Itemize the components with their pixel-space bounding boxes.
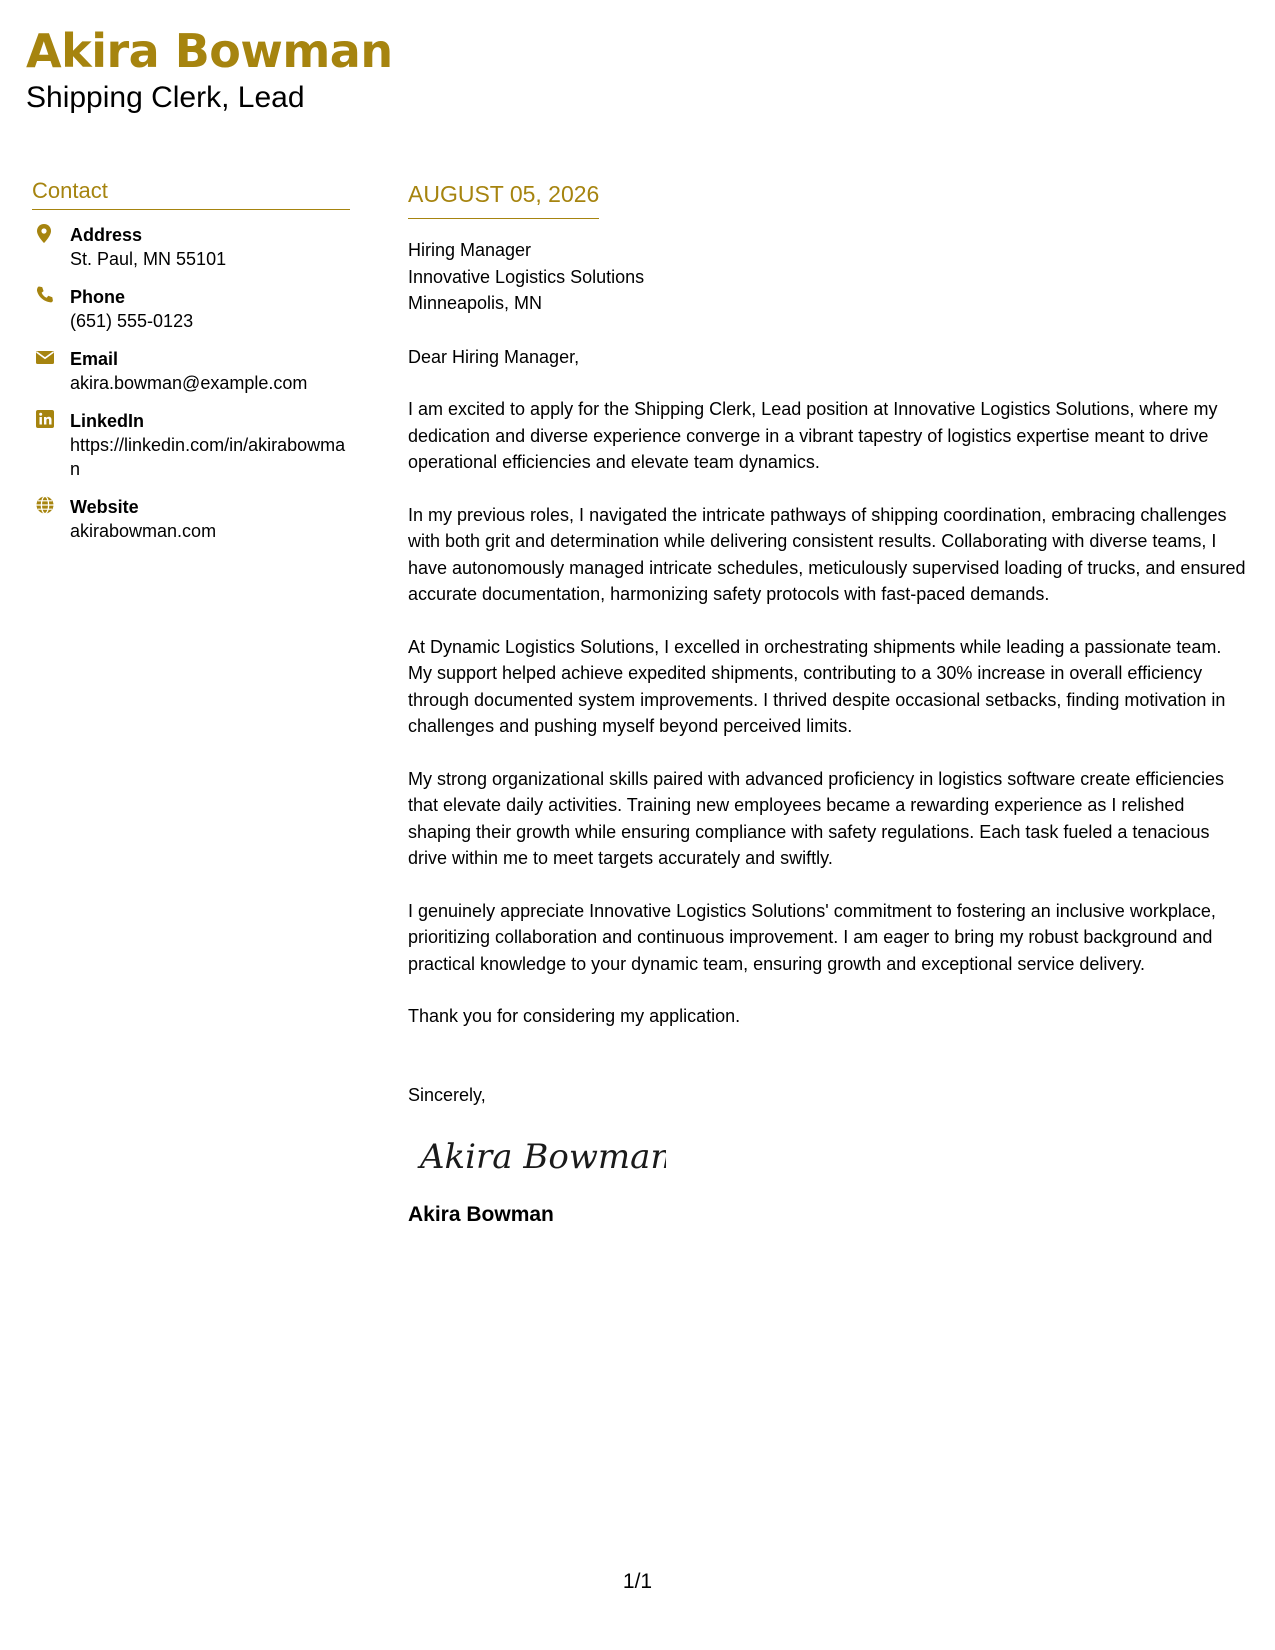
contact-label: Address bbox=[70, 225, 143, 245]
closing: Sincerely, bbox=[408, 1084, 486, 1105]
salutation: Dear Hiring Manager, bbox=[408, 346, 580, 367]
body-paragraph: My strong organizational skills paired with advanced proficiency in logistics software create efficiencies that elevate daily activities. Training new employees became a rewarding experience as I relished shaping their growth while ensuring compliance with safety regulations. Each task fueled a tenacious drive within me to meet targets accurately and swiftly. bbox=[408, 768, 1225, 868]
linkedin-icon bbox=[35, 409, 55, 429]
body-paragraph: Thank you for considering my application. bbox=[408, 1006, 741, 1026]
contact-label: Email bbox=[70, 349, 119, 369]
contact-value: akirabowman.com bbox=[70, 521, 217, 541]
contact-value: (651) 555-0123 bbox=[70, 311, 194, 331]
contact-item-phone bbox=[32, 285, 352, 333]
contact-label: Phone bbox=[70, 287, 126, 307]
body-paragraph: I genuinely appreciate Innovative Logistics Solutions' commitment to fostering an inclusive workplace, prioritizing collaboration and continuous improvement. I am eager to bring my robust background and practical knowledge to your dynamic team, ensuring growth and exceptional service delivery. bbox=[408, 900, 1216, 974]
location-pin-icon bbox=[35, 223, 55, 243]
contact-item-address bbox=[32, 223, 352, 271]
contact-value: akira.bowman@example.com bbox=[70, 373, 308, 393]
signer-name: Akira Bowman bbox=[408, 1203, 554, 1226]
phone-icon bbox=[35, 285, 55, 305]
letter-date: AUGUST 05, 2026 bbox=[408, 178, 599, 219]
contact-value: https://linkedin.com/in/akirabowman bbox=[70, 435, 346, 479]
contact-item-linkedin bbox=[32, 409, 352, 481]
handwritten-signature bbox=[416, 1126, 666, 1186]
applicant-name: Akira Bowman bbox=[26, 24, 393, 78]
recipient-line: Minneapolis, MN bbox=[408, 293, 543, 313]
contact-value: St. Paul, MN 55101 bbox=[70, 249, 227, 269]
body-paragraph: In my previous roles, I navigated the intricate pathways of shipping coordination, embracing challenges with both grit and determination while delivering consistent results. Collaborating with diverse teams, I have autonomously managed intricate schedules, meticulously supervised loading of trucks, and ensured accurate documentation, harmonizing safety protocols with fast-paced demands. bbox=[408, 504, 1246, 604]
contact-label: LinkedIn bbox=[70, 411, 145, 431]
recipient-line: Innovative Logistics Solutions bbox=[408, 266, 645, 287]
signature-text: Akira Bowman bbox=[420, 1137, 666, 1177]
envelope-icon bbox=[35, 347, 55, 367]
recipient-block bbox=[408, 237, 1250, 317]
contact-sidebar bbox=[32, 177, 352, 557]
page-number: 1/1 bbox=[622, 1570, 653, 1593]
contact-heading: Contact bbox=[32, 177, 350, 210]
body-paragraph: At Dynamic Logistics Solutions, I excelled in orchestrating shipments while leading a passionate team. My support helped achieve expedited shipments, contributing to a 30% increase in overall efficiency through documented system improvements. I thrived despite occasional setbacks, finding motivation in challenges and pushing myself beyond perceived limits. bbox=[408, 636, 1226, 736]
contact-label: Website bbox=[70, 497, 139, 517]
contact-item-email bbox=[32, 347, 352, 395]
contact-item-website bbox=[32, 495, 352, 543]
letter-body bbox=[408, 178, 1250, 1229]
letter-header bbox=[26, 22, 393, 116]
globe-icon bbox=[35, 495, 55, 515]
applicant-title: Shipping Clerk, Lead bbox=[26, 81, 305, 114]
recipient-line: Hiring Manager bbox=[408, 240, 532, 260]
body-paragraph: I am excited to apply for the Shipping Clerk, Lead position at Innovative Logistics Solutions, where my dedication and diverse experience converge in a vibrant tapestry of logistics expertise meant to drive operational efficiencies and elevate team dynamics. bbox=[408, 399, 1218, 472]
contact-list bbox=[32, 223, 352, 543]
